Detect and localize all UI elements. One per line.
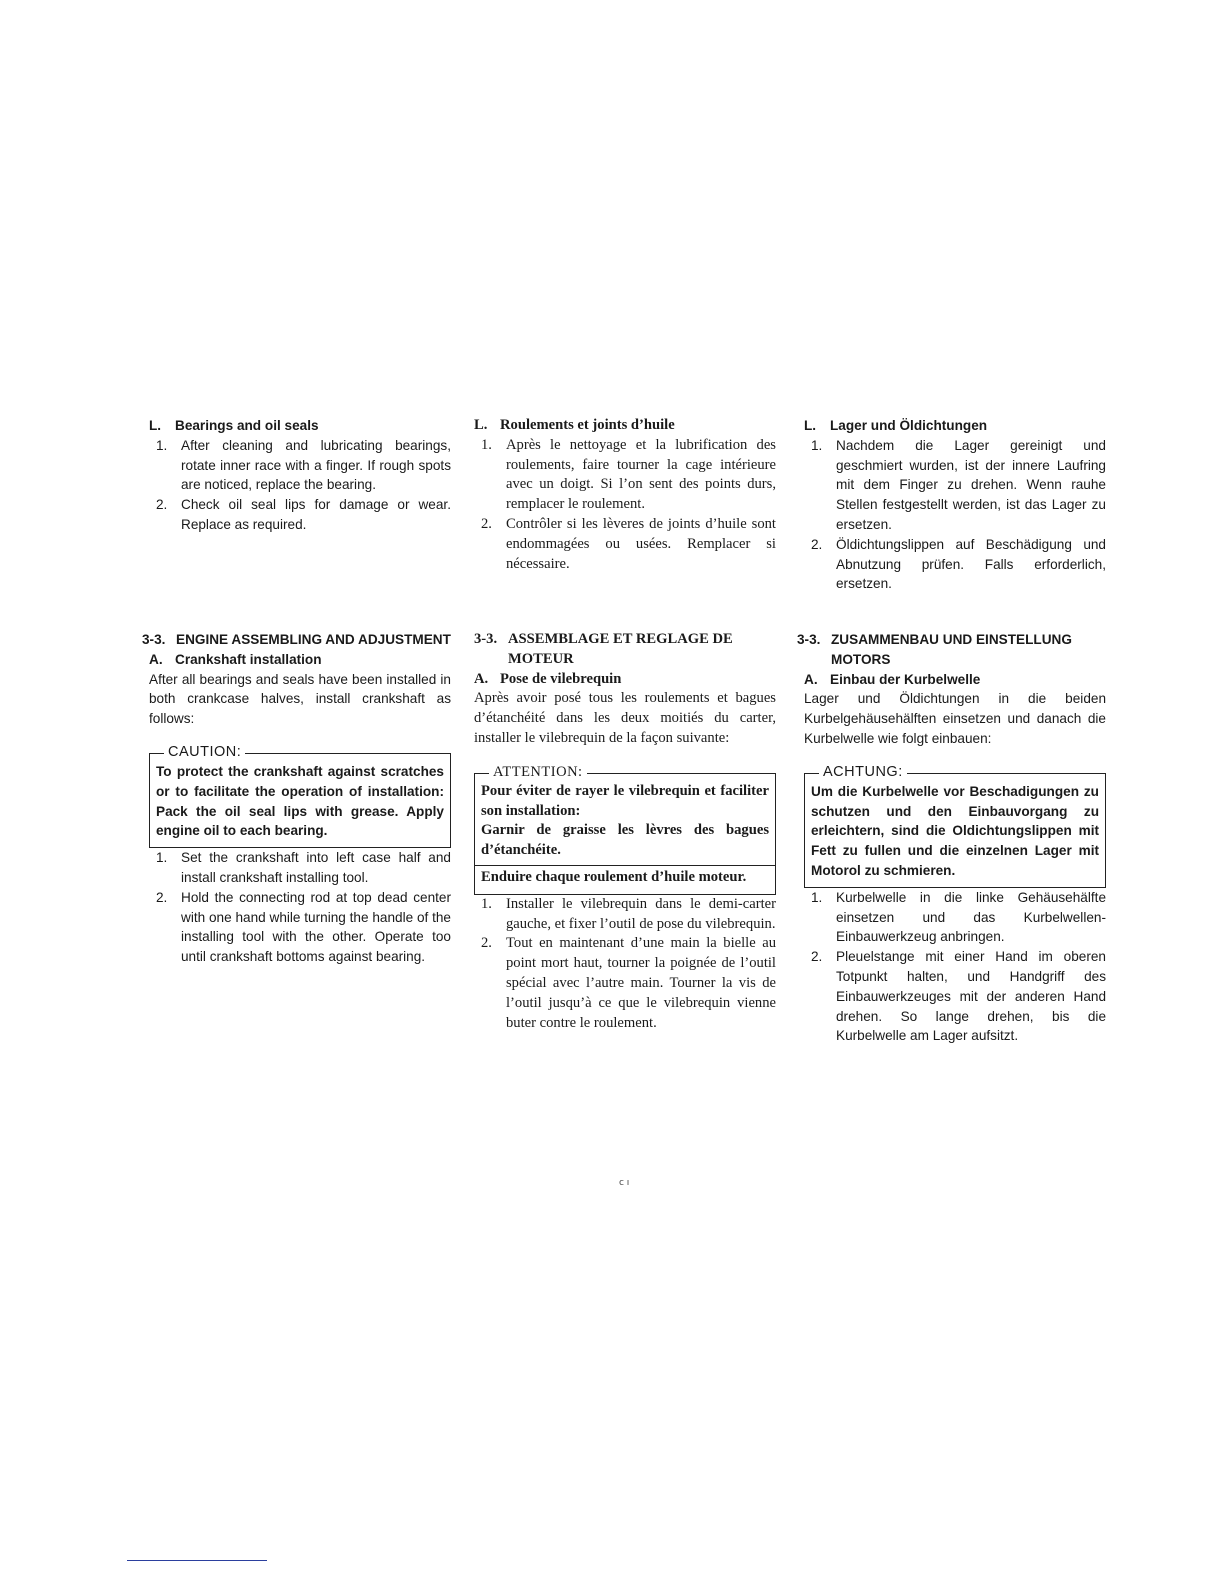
german-bearings-section — [804, 416, 1106, 594]
list-item: 2. Tout en maintenant d’une main la bielle au point mort haut, tourner la poignée de l’outil spécial avec l’autre main. Tourner la vis de l’outil jusqu’à ce que le vilebrequin vienne buter contre le roulement. — [481, 935, 776, 1031]
english-bearings-heading: L. Bearings and oil seals — [149, 418, 319, 433]
french-subsection-heading: A. Pose de vilebrequin — [474, 670, 622, 687]
footer-rule — [127, 1560, 267, 1561]
german-achtung-title: ACHTUNG: — [819, 763, 907, 783]
list-item: 2. Pleuelstange mit einer Hand im oberen Totpunkt halten, und Handgriff des Einbauwerkzeuges mit der anderen Hand drehen. So lange drehen, bis die Kurbelwelle am Lager aufsitzt. — [811, 949, 1106, 1044]
german-section-heading: 3-3. ZUSAMMENBAU UND EINSTELLUNG MOTORS — [797, 632, 1072, 667]
french-bearings-heading: L. Roulements et joints d’huile — [474, 417, 675, 433]
list-item: 2. Contrôler si les lèveres de joints d’huile sont endommagées ou usées. Remplacer si nécessaire. — [481, 515, 776, 572]
german-achtung-box — [804, 763, 1106, 888]
german-subsection-heading: A. Einbau der Kurbelwelle — [804, 671, 981, 687]
german-intro-paragraph: Lager und Öldichtungen in die beiden Kurbelgehäusehälften einsetzen und danach die Kurbelwelle wie folgt einbauen: — [804, 691, 1106, 746]
german-install-steps — [804, 888, 1106, 1046]
list-item: 1. Après le nettoyage et la lubrification des roulements, faire tourner la cage intérieure avec un doigt. Si l’on sent des points durs, remplacer le roulement. — [481, 436, 776, 513]
french-attention-divider — [475, 865, 775, 866]
english-assembly-section — [142, 630, 451, 967]
french-install-steps — [474, 895, 776, 1034]
german-assembly-section — [797, 630, 1106, 1046]
list-item: 1. Installer le vilebrequin dans le demi-carter gauche, et fixer l’outil de pose du vilebrequin. — [481, 895, 776, 932]
english-section-heading: 3-3. ENGINE ASSEMBLING AND ADJUSTMENT — [142, 632, 451, 647]
french-bearings-section — [474, 416, 776, 574]
list-item: 1. Nachdem die Lager gereinigt und geschmiert wurden, ist der innere Laufring mit dem Finger zu drehen. Wenn rauhe Stellen festgestellt werden, ist das Lager zu ersetzen. — [811, 437, 1106, 532]
german-bearings-steps — [804, 436, 1106, 594]
french-attention-line: Garnir de graisse les lèvres des bagues d’étanchéite. — [481, 822, 769, 859]
english-subsection-heading: A. Crankshaft installation — [149, 651, 322, 667]
french-attention-title: ATTENTION: — [489, 763, 587, 783]
french-attention-line: Enduire chaque roulement d’huile moteur. — [481, 868, 747, 885]
list-item: 1. Set the crankshaft into left case half and install crankshaft installing tool. — [156, 850, 451, 885]
french-assembly-section — [474, 630, 776, 1033]
list-item: 2. Öldichtungslippen auf Beschädigung und Abnutzung prüfen. Falls erforderlich, ersetzen. — [811, 536, 1106, 592]
french-bearings-steps — [474, 436, 776, 575]
french-attention-box — [474, 763, 776, 895]
list-item: 2. Hold the connecting rod at top dead center with one hand while turning the handle of the installing tool with the other. Operate too until crankshaft bottoms against bearing. — [156, 889, 451, 965]
english-caution-box — [149, 743, 451, 848]
list-item: 2. Check oil seal lips for damage or wear. Replace as required. — [156, 497, 451, 532]
english-intro-paragraph: After all bearings and seals have been installed in both crankcase halves, install crankshaft as follows: — [149, 671, 451, 727]
english-caution-text: To protect the crankshaft against scratches or to facilitate the operation of installation: Pack the oil seal lips with grease. Apply engine oil to each bearing. — [156, 763, 444, 839]
french-intro-paragraph: Après avoir posé tous les roulements et bagues d’étanchéité dans les deux moitiés du carter, installer le vilebrequin de la façon suivante: — [474, 690, 776, 746]
english-install-steps — [149, 848, 451, 967]
english-bearings-steps — [149, 436, 451, 535]
page-mark: c ı — [619, 1178, 630, 1188]
list-item: 1. After cleaning and lubricating bearings, rotate inner race with a finger. If rough spots are noticed, replace the bearing. — [156, 437, 451, 493]
list-item: 1. Kurbelwelle in die linke Gehäusehälfte einsetzen und das Kurbelwellen-Einbauwerkzeug anbringen. — [811, 889, 1106, 945]
french-attention-line: Pour éviter de rayer le vilebrequin et faciliter son installation: — [481, 782, 769, 819]
german-bearings-heading: L. Lager und Öldichtungen — [804, 418, 988, 433]
english-bearings-section — [149, 416, 451, 535]
german-achtung-text: Um die Kurbelwelle vor Beschadigungen zu schutzen und den Einbauvorgang zu erleichtern, sind die Oldichtungslippen mit Fett zu fullen und die einzelnen Lager mit Motorol zu schmieren. — [811, 783, 1099, 878]
english-caution-title: CAUTION: — [164, 743, 245, 763]
french-section-heading: 3-3. ASSEMBLAGE ET REGLAGE DE MOTEUR — [474, 631, 733, 667]
